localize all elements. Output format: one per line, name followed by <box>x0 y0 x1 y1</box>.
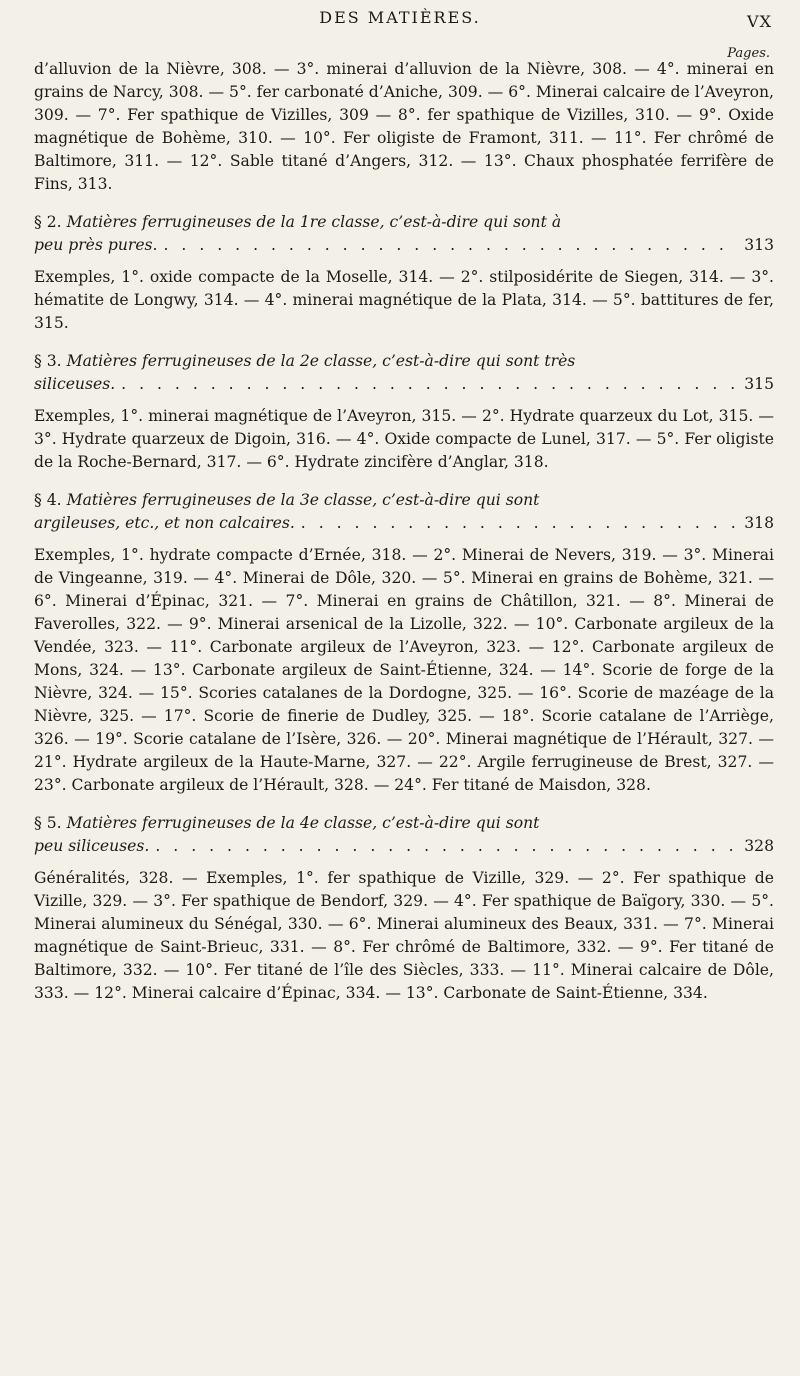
index-body <box>34 58 774 1005</box>
section-3 <box>34 350 774 396</box>
section-heading <box>34 812 774 835</box>
section-heading-leader <box>34 373 774 396</box>
section-examples: Généralités, 328. — Exemples, 1°. fer spathique de Vizille, 329. — 2°. Fer spathique de Vizille, 329. — 3°. Fer spathique de Bendorf, 329. — 4°. Fer spathique de Baïgory, 330. — 5°. Minerai alumineux du Sénégal, 330. — 6°. Minerai alumineux des Beaux, 331. — 7°. Minerai magnétique de Saint-Brieuc, 331. — 8°. Fer chrômé de Baltimore, 332. — 9°. Fer titané de Baltimore, 332. — 10°. Fer titané de l’île des Siècles, 333. — 11°. Minerai calcaire de Dôle, 333. — 12°. Minerai calcaire d’Épinac, 334. — 13°. Carbonate de Saint-Étienne, 334. <box>34 869 774 1002</box>
section-heading <box>34 350 774 373</box>
section-heading-line2: peu siliceuses. <box>34 837 150 855</box>
section-symbol: § 5. <box>34 814 62 832</box>
section-examples: Exemples, 1°. oxide compacte de la Moselle, 314. — 2°. stilposidérite de Siegen, 314. — 3°. hématite de Longwy, 314. — 4°. minerai magnétique de la Plata, 314. — 5°. battitures de fer, 315. <box>34 268 774 332</box>
section-heading-line1: Matières ferrugineuses de la 4e classe, c’est-à-dire qui sont <box>66 814 540 832</box>
section-page-number: 315 <box>744 375 774 393</box>
section-heading-leader <box>34 835 774 858</box>
dot-leaders <box>155 835 738 858</box>
pages-column-label: Pages. <box>727 46 770 61</box>
section-heading-line1: Matières ferrugineuses de la 1re classe, c’est-à-dire qui sont à <box>66 213 562 231</box>
section-examples: Exemples, 1°. hydrate compacte d’Ernée, 318. — 2°. Minerai de Nevers, 319. — 3°. Minerai de Vingeanne, 319. — 4°. Minerai de Dôle, 320. — 5°. Minerai en grains de Bohème, 321. — 6°. Minerai d’Épinac, 321. — 7°. Minerai en grains de Châtillon, 321. — 8°. Minerai de Faverolles, 322. — 9°. Minerai arsenical de la Lizolle, 322. — 10°. Carbonate argileux de la Vendée, 323. — 11°. Carbonate argileux de l’Aveyron, 323. — 12°. Carbonate argileux de Mons, 324. — 13°. Carbonate argileux de Saint-Étienne, 324. — 14°. Scorie de forge de la Nièvre, 324. — 15°. Scories catalanes de la Dordogne, 325. — 16°. Scorie de mazéage de la Nièvre, 325. — 17°. Scorie de finerie de Dudley, 325. — 18°. Scorie catalane de l’Arriège, 326. — 19°. Scorie catalane de l’Isère, 326. — 20°. Minerai magnétique de l’Hérault, 327. — 21°. Hydrate argileux de la Haute-Marne, 327. — 22°. Argile ferrugineuse de Brest, 327. — 23°. Carbonate argileux de l’Hérault, 328. — 24°. Fer titané de Maisdon, 328. <box>34 546 774 794</box>
section-heading <box>34 211 774 234</box>
section-symbol: § 4. <box>34 491 62 509</box>
section-heading-line2: argileuses, etc., et non calcaires. <box>34 514 295 532</box>
section-2 <box>34 211 774 257</box>
section-heading-line1: Matières ferrugineuses de la 3e classe, c’est-à-dire qui sont <box>66 491 540 509</box>
running-head <box>0 8 800 34</box>
intro-paragraph: d’alluvion de la Nièvre, 308. — 3°. minerai d’alluvion de la Nièvre, 308. — 4°. minerai en grains de Narcy, 308. — 5°. fer carbonaté d’Aniche, 309. — 6°. Minerai calcaire de l’Aveyron, 309. — 7°. Fer spathique de Vizilles, 309 — 8°. fer spathique de Vizilles, 310. — 9°. Oxide magnétique de Bohème, 310. — 10°. Fer oligiste de Framont, 311. — 11°. Fer chrômé de Baltimore, 311. — 12°. Sable titané d’Angers, 312. — 13°. Chaux phosphatée ferrifère de Fins, 313. <box>34 60 774 193</box>
section-symbol: § 2. <box>34 213 62 231</box>
dot-leaders <box>121 373 738 396</box>
section-heading-line2: peu près pures. <box>34 236 158 254</box>
section-4 <box>34 489 774 535</box>
section-heading-line1: Matières ferrugineuses de la 2e classe, c’est-à-dire qui sont très <box>66 352 576 370</box>
section-heading-leader <box>34 234 774 257</box>
section-5 <box>34 812 774 858</box>
section-heading-line2: siliceuses. <box>34 375 116 393</box>
dot-leaders <box>164 234 739 257</box>
section-page-number: 313 <box>744 236 774 254</box>
section-symbol: § 3. <box>34 352 62 370</box>
section-page-number: 318 <box>744 514 774 532</box>
section-examples: Exemples, 1°. minerai magnétique de l’Aveyron, 315. — 2°. Hydrate quarzeux du Lot, 315. — 3°. Hydrate quarzeux de Digoin, 316. — 4°. Oxide compacte de Lunel, 317. — 5°. Fer oligiste de la Roche-Bernard, 317. — 6°. Hydrate zincifère d’Anglar, 318. <box>34 407 774 471</box>
dot-leaders <box>301 512 738 535</box>
folio: VX <box>747 12 772 31</box>
section-heading <box>34 489 774 512</box>
section-heading-leader <box>34 512 774 535</box>
running-title: DES MATIÈRES. <box>319 8 481 27</box>
section-page-number: 328 <box>744 837 774 855</box>
